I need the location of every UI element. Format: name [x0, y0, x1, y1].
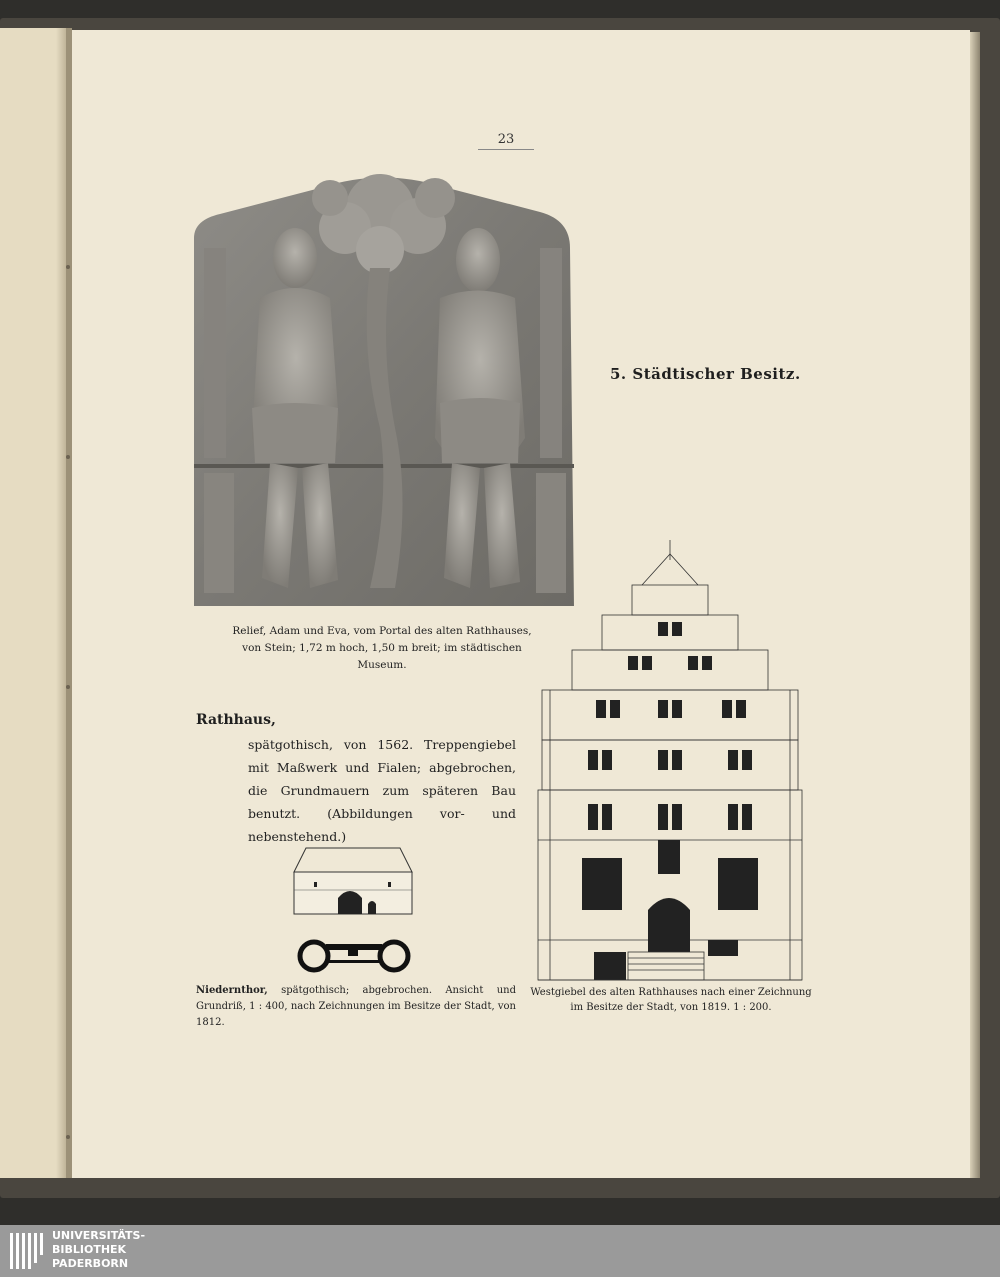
niedernthor-drawing: [290, 842, 416, 976]
westgiebel-facade-drawing: [532, 540, 812, 984]
library-name-line3: PADERBORN: [52, 1257, 129, 1270]
library-name-line2: BIBLIOTHEK: [52, 1243, 127, 1256]
relief-adam-eve-image: [190, 168, 578, 616]
niedernthor-caption-text: spätgothisch; abgebrochen. Ansicht und Grundriß, 1 : 400, nach Zeichnungen im Besitze der Stadt, von 1812.: [196, 985, 516, 1028]
page-stack-edge: [970, 32, 980, 1178]
library-logo-icon: [8, 1229, 48, 1273]
library-name-line1: UNIVERSITÄTS-: [52, 1229, 146, 1242]
westgiebel-caption: Westgiebel des alten Rathhauses nach einer Zeichnung im Besitze der Stadt, von 1819. 1 : 200.: [530, 987, 812, 1013]
binding-stitches: [66, 265, 70, 269]
section-heading: 5. Städtischer Besitz.: [610, 365, 801, 383]
rathhaus-description: spätgothisch, von 1562. Treppengiebel mit Maßwerk und Fialen; abgebrochen, die Grundmauern zum späteren Bau benutzt. (Abbildungen vor- und nebenstehend.): [248, 737, 516, 844]
relief-caption: Relief, Adam und Eva, vom Portal des alten Rathhauses, von Stein; 1,72 m hoch, 1,50 m breit; im städtischen Museum.: [232, 625, 532, 671]
page-number-rule: [478, 149, 534, 150]
left-page-edge: [0, 28, 66, 1178]
library-footer: [0, 1225, 1000, 1277]
rathhaus-title: Rathhaus,: [196, 712, 276, 728]
page-number: 23: [497, 132, 515, 147]
niedernthor-caption: [196, 983, 516, 1031]
library-name: [52, 1229, 145, 1271]
niedernthor-caption-title: Niedernthor,: [196, 985, 268, 996]
